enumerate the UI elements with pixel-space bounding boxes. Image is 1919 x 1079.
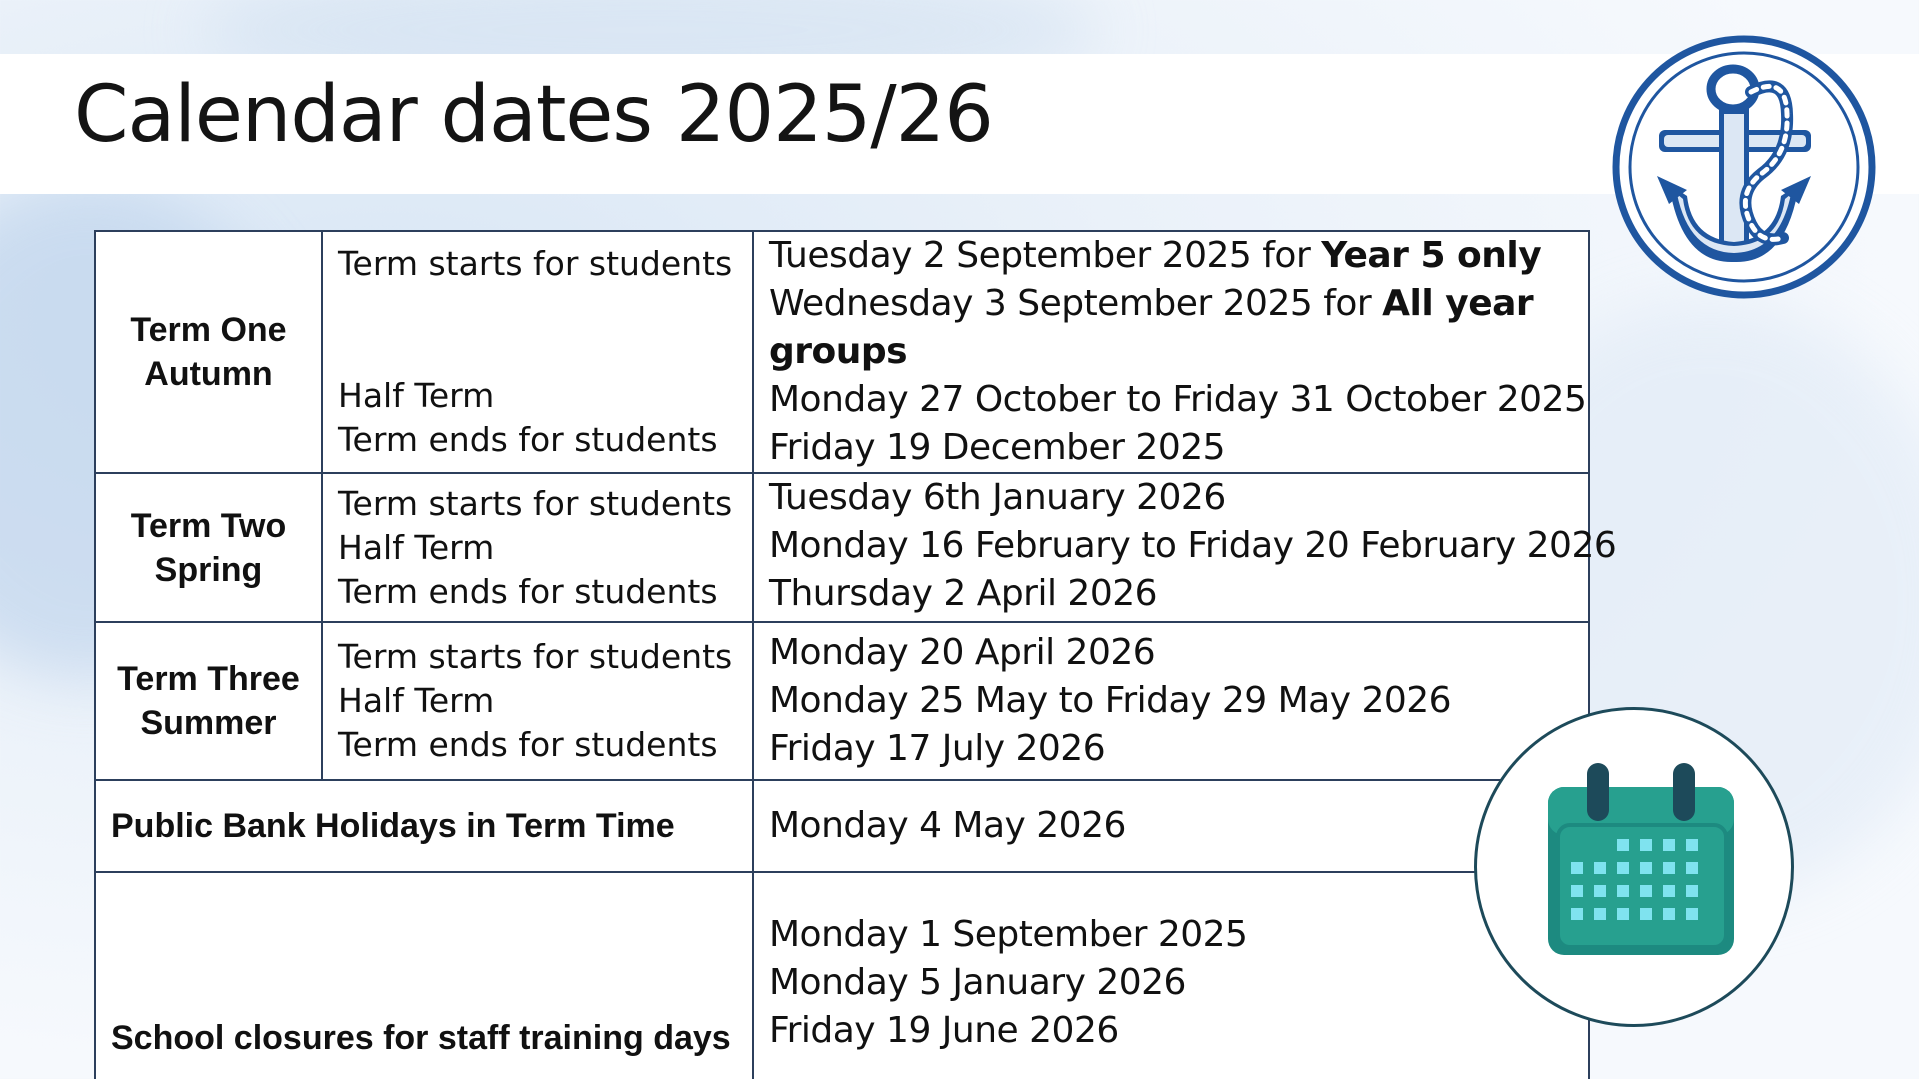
closure-date: Monday 5 January 2026 bbox=[769, 962, 1186, 1003]
calendar-icon bbox=[1474, 707, 1794, 1027]
table-row bbox=[95, 473, 1589, 622]
closures-label: School closures for staff training days bbox=[95, 872, 753, 1079]
term-name-line: Term Two bbox=[130, 506, 287, 545]
term-dates bbox=[753, 231, 1589, 473]
table-row bbox=[95, 872, 1589, 1079]
half-term-label: Half Term bbox=[338, 376, 495, 415]
term-labels bbox=[322, 231, 753, 473]
term-name-line: Term Three bbox=[117, 660, 300, 698]
half-term-dates: Monday 27 October to Friday 31 October 2025 bbox=[769, 379, 1587, 420]
end-date: Friday 19 December 2025 bbox=[769, 427, 1226, 468]
start-date: Monday 20 April 2026 bbox=[769, 632, 1156, 673]
term-dates bbox=[753, 473, 1617, 622]
start-date: Wednesday 3 September 2025 for All year bbox=[769, 283, 1534, 324]
half-term-label: Half Term bbox=[338, 681, 495, 720]
half-term-dates: Monday 25 May to Friday 29 May 2026 bbox=[769, 680, 1452, 721]
start-label: Term starts for students bbox=[338, 484, 733, 523]
table-row bbox=[95, 622, 1589, 780]
table-row bbox=[95, 231, 1589, 473]
term-name bbox=[95, 231, 322, 473]
closure-date: Friday 19 June 2026 bbox=[769, 1010, 1119, 1051]
start-label: Term starts for students bbox=[338, 637, 733, 676]
term-name-line: Summer bbox=[140, 704, 277, 742]
term-dates bbox=[753, 622, 1589, 780]
start-label: Term starts for students bbox=[338, 244, 733, 283]
end-date: Thursday 2 April 2026 bbox=[769, 573, 1158, 614]
term-name-line: Autumn bbox=[144, 355, 273, 393]
end-label: Term ends for students bbox=[338, 420, 718, 459]
calendar-badge bbox=[1474, 707, 1794, 1027]
anchor-icon bbox=[1611, 34, 1877, 300]
start-date: Tuesday 2 September 2025 for Year 5 only bbox=[769, 235, 1542, 276]
bank-holidays-label: Public Bank Holidays in Term Time bbox=[95, 780, 753, 872]
term-name-line: Spring bbox=[154, 550, 263, 589]
term-name bbox=[95, 473, 322, 622]
closure-dates bbox=[753, 872, 1589, 1079]
half-term-label: Half Term bbox=[338, 528, 495, 567]
half-term-dates: Monday 16 February to Friday 20 February 2026 bbox=[769, 525, 1617, 566]
term-labels bbox=[322, 473, 753, 622]
start-date: Tuesday 6th January 2026 bbox=[769, 477, 1226, 518]
table-row bbox=[95, 780, 1589, 872]
term-labels bbox=[322, 622, 753, 780]
term-name bbox=[95, 622, 322, 780]
end-date: Friday 17 July 2026 bbox=[769, 728, 1106, 769]
closure-date: Monday 1 September 2025 bbox=[769, 914, 1248, 955]
end-label: Term ends for students bbox=[338, 725, 718, 764]
end-label: Term ends for students bbox=[338, 572, 718, 611]
page-title: Calendar dates 2025/26 bbox=[74, 70, 993, 160]
term-name-line: Term One bbox=[130, 311, 287, 349]
calendar-table bbox=[94, 230, 1617, 1079]
start-date-continued: groups bbox=[769, 331, 908, 372]
bank-holidays-date: Monday 4 May 2026 bbox=[753, 780, 1589, 872]
